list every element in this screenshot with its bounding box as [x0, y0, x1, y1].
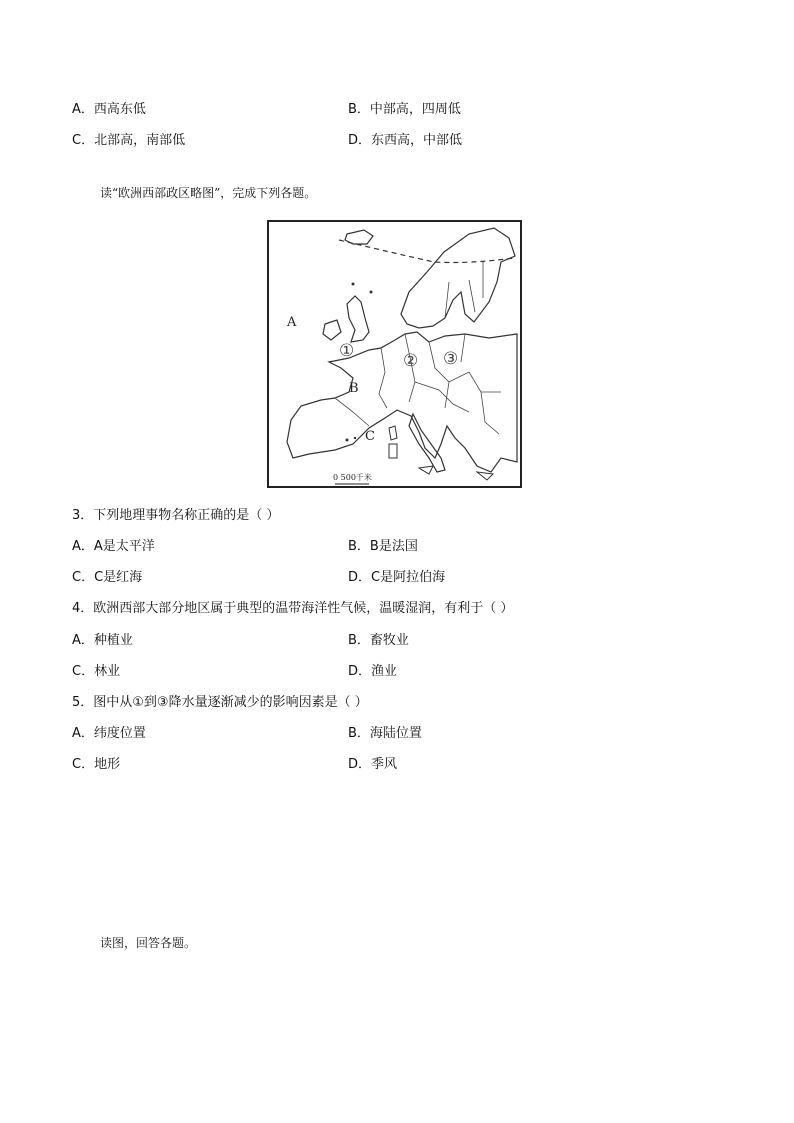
- map-label-c: C: [365, 429, 375, 444]
- option-b: B．中部高，四周低: [348, 102, 461, 117]
- question-4-stem: 4．欧洲西部大部分地区属于典型的温带海洋性气候，温暖湿润，有利于（ ）: [72, 601, 514, 616]
- balearic-island: [354, 437, 356, 439]
- question-5-option-c: C．地形: [72, 757, 121, 772]
- option-d: D．东西高，中部低: [348, 133, 463, 148]
- question-4-option-c: C．林业: [72, 664, 121, 679]
- option-c: C．北部高，南部低: [72, 133, 186, 148]
- question-5-option-b: B．海陆位置: [348, 726, 422, 741]
- britain-outline: [347, 296, 369, 342]
- map-circle-1: ①: [339, 341, 355, 361]
- question-5-stem: 5．图中从①到③降水量逐渐减少的影响因素是（ ）: [72, 695, 368, 710]
- question-3-stem: 3．下列地理事物名称正确的是（ ）: [72, 508, 280, 523]
- question-3-option-b: B．B是法国: [348, 539, 418, 554]
- crete-outline: [477, 472, 493, 480]
- country-borders: [335, 334, 501, 434]
- question-4-option-d: D．渔业: [348, 664, 398, 679]
- sardinia-outline: [389, 444, 397, 458]
- section-2-lead: 读图，回答各题。: [100, 936, 197, 950]
- question-4-option-a: A．种植业: [72, 633, 133, 648]
- corsica-outline: [389, 426, 397, 440]
- map-circle-2: ②: [403, 351, 419, 371]
- question-5-option-a: A．纬度位置: [72, 726, 146, 741]
- arctic-circle-line: [339, 240, 514, 263]
- europe-map-drawing: [269, 222, 520, 486]
- sicily-outline: [419, 466, 433, 474]
- balearic-island: [346, 439, 349, 442]
- question-3-option-c: C．C是红海: [72, 570, 143, 585]
- faroe-island: [352, 283, 355, 286]
- option-a: A．西高东低: [72, 102, 146, 117]
- question-4-option-b: B．畜牧业: [348, 633, 409, 648]
- scale-bar-label: 0 500千米: [333, 473, 372, 482]
- shetland-island: [370, 291, 373, 294]
- section-lead: 读“欧洲西部政区略图”，完成下列各题。: [100, 186, 317, 200]
- iceland-outline: [345, 230, 373, 244]
- map-label-b: B: [349, 381, 359, 396]
- question-3-option-d: D．C是阿拉伯海: [348, 570, 446, 585]
- map-label-a: A: [287, 315, 297, 330]
- scandinavia-outline: [401, 228, 515, 328]
- question-5-option-d: D．季风: [348, 757, 398, 772]
- question-3-option-a: A．A是太平洋: [72, 539, 155, 554]
- map-circle-3: ③: [443, 349, 459, 369]
- ireland-outline: [323, 320, 341, 340]
- europe-map: [267, 220, 522, 488]
